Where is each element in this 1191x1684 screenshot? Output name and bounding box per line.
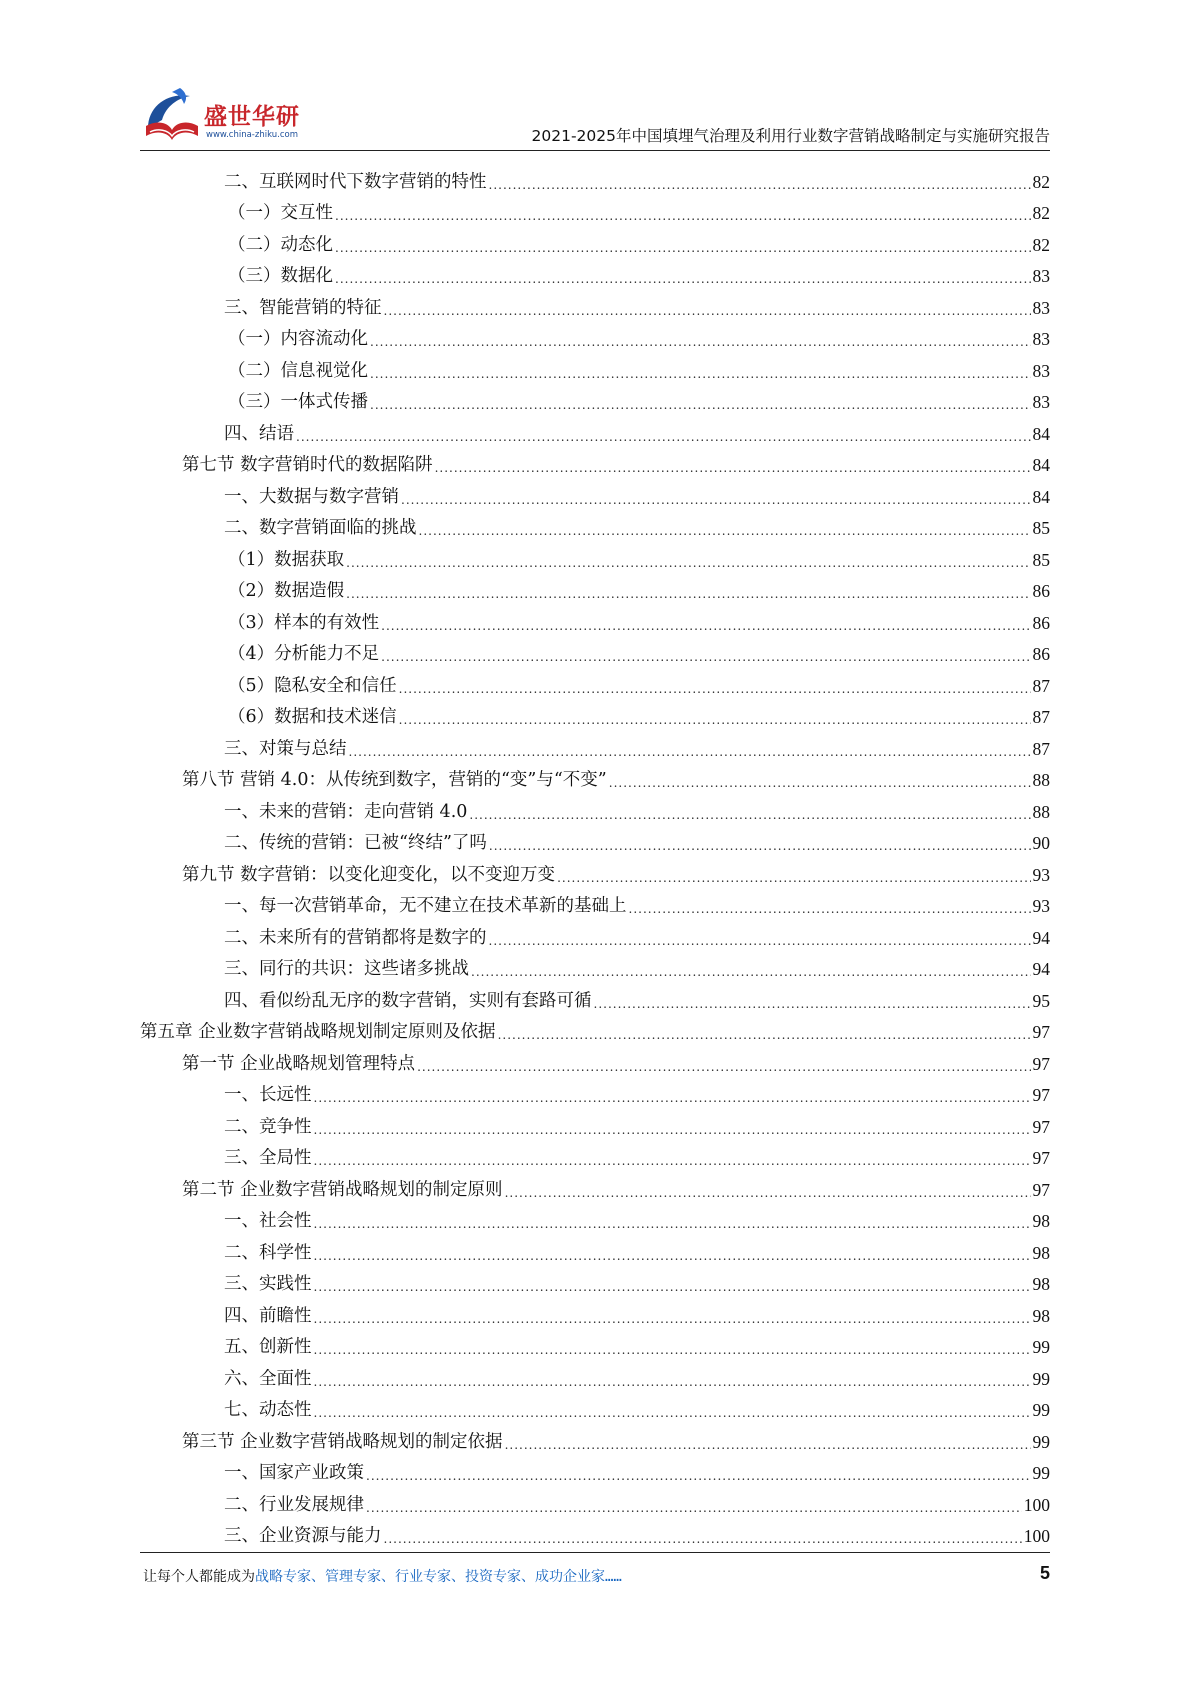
toc-entry-title: 二、数字营销面临的挑战 [224,518,417,538]
toc-entry-page: 98 [1032,1242,1050,1263]
toc-entry-page: 83 [1032,266,1050,286]
toc-entry[interactable] [140,509,1050,541]
toc-entry-title: 第七节 数字营销时代的数据陷阱 [182,455,433,475]
toc-entry-title: 三、实践性 [224,1274,312,1294]
toc-entry-title: 二、互联网时代下数字营销的特性 [224,171,487,192]
toc-entry[interactable] [140,635,1050,667]
toc-dot-leader [629,900,1031,918]
toc-entry[interactable] [140,1328,1050,1360]
toc-entry-page: 88 [1032,770,1050,790]
book-logo-icon [140,84,204,148]
toc-entry[interactable] [140,257,1050,289]
toc-entry[interactable] [140,477,1050,509]
toc-dot-leader [609,774,1031,792]
toc-entry-page: 83 [1032,360,1050,381]
toc-entry-title: 四、看似纷乱无序的数字营销，实则有套路可循 [224,990,592,1011]
page-header [140,80,1050,150]
toc-entry-page: 97 [1032,1022,1050,1042]
toc-entry-page: 97 [1032,1148,1050,1168]
toc-entry-title: （三）一体式传播 [228,392,368,412]
footer-slogan [143,1566,622,1586]
toc-entry-title: （二）信息视觉化 [228,360,368,381]
toc-entry[interactable] [140,1296,1050,1328]
toc-dot-leader [346,585,1030,603]
toc-entry[interactable] [140,1391,1050,1423]
toc-entry[interactable] [140,792,1050,824]
toc-entry-title: 二、科学性 [224,1242,312,1263]
toc-entry[interactable] [140,1139,1050,1171]
toc-entry-title: 二、竞争性 [224,1116,312,1137]
footer-divider [140,1552,1050,1553]
toc-entry-title: （一）内容流动化 [228,329,368,349]
toc-entry-page: 86 [1032,581,1050,601]
toc-entry-title: 一、每一次营销革命，无不建立在技术革新的基础上 [224,896,627,916]
toc-dot-leader [557,869,1030,887]
toc-dot-leader [349,743,1031,761]
toc-entry-page: 97 [1032,1116,1050,1137]
toc-dot-leader [335,207,1031,225]
toc-entry-title: 一、未来的营销：走向营销 4.0 [224,801,468,822]
toc-entry[interactable] [140,572,1050,604]
toc-entry[interactable] [140,981,1050,1013]
toc-dot-leader [366,1499,1022,1517]
toc-entry-title: 一、长远性 [224,1085,312,1105]
toc-entry-page: 94 [1032,959,1050,979]
toc-entry[interactable] [140,1170,1050,1202]
toc-dot-leader [314,1152,1031,1170]
toc-entry-title: 三、对策与总结 [224,738,347,759]
toc-dot-leader [435,459,1031,477]
toc-entry[interactable] [140,1076,1050,1108]
toc-entry[interactable] [140,162,1050,194]
toc-entry-page: 82 [1032,203,1050,223]
toc-entry-title: 四、前瞻性 [224,1305,312,1326]
toc-dot-leader [314,1341,1031,1359]
logo-url: www.china-zhiku.com [206,130,298,140]
toc-entry-page: 97 [1032,1085,1050,1105]
toc-entry[interactable] [140,1233,1050,1265]
toc-entry[interactable] [140,950,1050,982]
toc-dot-leader [381,617,1030,635]
toc-dot-leader [314,1215,1031,1233]
toc-entry[interactable] [140,383,1050,415]
toc-dot-leader [399,680,1031,698]
toc-entry-page: 86 [1032,644,1050,664]
toc-entry[interactable] [140,1359,1050,1391]
toc-entry-title: 一、社会性 [224,1211,312,1231]
toc-entry[interactable] [140,1517,1050,1549]
toc-entry-page: 83 [1032,297,1050,318]
toc-dot-leader [505,1184,1031,1202]
toc-dot-leader [498,1026,1031,1044]
toc-entry-page: 86 [1032,612,1050,633]
toc-entry[interactable] [140,1044,1050,1076]
toc-entry-title: 第二节 企业数字营销战略规划的制定原则 [182,1179,503,1200]
toc-entry[interactable] [140,1265,1050,1297]
toc-entry-title: 第五章 企业数字营销战略规划制定原则及依据 [140,1022,496,1042]
toc-entry[interactable] [140,414,1050,446]
toc-entry-page: 85 [1032,549,1050,570]
toc-dot-leader [489,837,1031,855]
toc-entry-title: 二、传统的营销：已被“终结”了吗 [224,833,487,853]
toc-entry[interactable] [140,729,1050,761]
toc-dot-leader [314,1278,1031,1296]
toc-entry[interactable] [140,887,1050,919]
toc-dot-leader [381,648,1030,666]
toc-entry[interactable] [140,351,1050,383]
toc-entry[interactable] [140,1107,1050,1139]
toc-entry[interactable] [140,698,1050,730]
toc-entry-title: 第九节 数字营销：以变化迎变化，以不变迎万变 [182,864,556,885]
toc-entry-title: 第一节 企业战略规划管理特点 [182,1053,416,1074]
toc-dot-leader [335,239,1031,257]
toc-entry-title: 一、大数据与数字营销 [224,486,399,507]
footer-slogan-highlight: 战略专家、管理专家、行业专家、投资专家、成功企业家…… [255,1569,622,1585]
table-of-contents [140,162,1050,1548]
toc-dot-leader [489,932,1031,950]
toc-entry-page: 99 [1032,1337,1050,1357]
toc-entry[interactable] [140,1422,1050,1454]
logo-name: 盛世华研 [204,104,300,130]
toc-entry-title: 四、结语 [224,423,294,444]
toc-dot-leader [505,1436,1031,1454]
toc-entry-page: 97 [1032,1053,1050,1074]
toc-dot-leader [401,491,1031,509]
toc-entry[interactable] [140,288,1050,320]
toc-entry-page: 82 [1032,234,1050,255]
toc-entry-page: 93 [1032,896,1050,916]
company-logo [140,84,340,150]
toc-entry[interactable] [140,1454,1050,1486]
toc-dot-leader [314,1310,1031,1328]
toc-entry-page: 98 [1032,1211,1050,1231]
toc-entry-page: 93 [1032,864,1050,885]
toc-dot-leader [314,1089,1031,1107]
toc-dot-leader [471,963,1031,981]
toc-entry[interactable] [140,855,1050,887]
page-number: 5 [1039,1563,1050,1583]
toc-entry-title: 三、企业资源与能力 [224,1526,382,1546]
toc-entry-page: 90 [1032,833,1050,853]
toc-entry[interactable] [140,761,1050,793]
toc-entry-page: 99 [1032,1368,1050,1389]
toc-dot-leader [370,333,1031,351]
toc-entry[interactable] [140,1485,1050,1517]
toc-entry[interactable] [140,1202,1050,1234]
footer-slogan-prefix: 让每个人都能成为 [143,1569,255,1585]
toc-dot-leader [489,176,1031,194]
toc-entry-page: 97 [1032,1179,1050,1200]
toc-entry[interactable] [140,824,1050,856]
toc-entry-page: 99 [1032,1431,1050,1452]
toc-entry-page: 94 [1032,927,1050,948]
toc-entry-title: （二）动态化 [228,234,333,255]
toc-entry-page: 84 [1032,455,1050,475]
toc-entry[interactable] [140,446,1050,478]
toc-entry-title: （一）交互性 [228,203,333,223]
toc-dot-leader [314,1404,1031,1422]
toc-dot-leader [419,522,1031,540]
toc-entry-page: 85 [1032,518,1050,538]
toc-entry-page: 100 [1023,1526,1050,1546]
toc-entry-title: 第八节 营销 4.0：从传统到数字，营销的“变”与“不变” [182,770,607,790]
toc-entry-title: （5）隐私安全和信任 [228,675,397,696]
toc-entry-page: 82 [1032,171,1050,192]
toc-entry-title: 三、同行的共识：这些诸多挑战 [224,959,469,979]
toc-entry-page: 88 [1032,801,1050,822]
toc-dot-leader [384,1530,1022,1548]
toc-entry[interactable] [140,540,1050,572]
toc-entry-title: 七、动态性 [224,1400,312,1420]
toc-entry-page: 99 [1032,1400,1050,1420]
toc-entry-page: 83 [1032,329,1050,349]
toc-entry-title: 二、未来所有的营销都将是数字的 [224,927,487,948]
toc-entry[interactable] [140,918,1050,950]
toc-dot-leader [370,365,1031,383]
toc-entry[interactable] [140,194,1050,226]
toc-entry-page: 95 [1032,990,1050,1011]
toc-entry-title: （3）样本的有效性 [228,612,380,633]
toc-entry[interactable] [140,225,1050,257]
toc-dot-leader [296,428,1031,446]
toc-dot-leader [594,995,1031,1013]
toc-entry-title: 三、智能营销的特征 [224,297,382,318]
toc-entry-page: 87 [1032,707,1050,727]
toc-dot-leader [314,1373,1031,1391]
toc-dot-leader [469,806,1030,824]
toc-entry[interactable] [140,666,1050,698]
toc-entry-title: 三、全局性 [224,1148,312,1168]
toc-entry-title: 第三节 企业数字营销战略规划的制定依据 [182,1431,503,1452]
toc-entry-page: 98 [1032,1274,1050,1294]
toc-entry-title: （4）分析能力不足 [228,644,380,664]
toc-dot-leader [314,1247,1031,1265]
toc-dot-leader [399,711,1031,729]
toc-entry-title: 一、国家产业政策 [224,1463,364,1483]
toc-entry-title: （三）数据化 [228,266,333,286]
toc-dot-leader [366,1467,1031,1485]
toc-entry-page: 87 [1032,738,1050,759]
toc-entry-page: 83 [1032,392,1050,412]
toc-entry-page: 84 [1032,486,1050,507]
toc-dot-leader [384,302,1031,320]
toc-entry-title: 六、全面性 [224,1368,312,1389]
toc-entry-page: 84 [1032,423,1050,444]
toc-entry-title: 二、行业发展规律 [224,1494,364,1515]
toc-entry[interactable] [140,1013,1050,1045]
toc-entry-title: 五、创新性 [224,1337,312,1357]
header-divider [140,150,1050,151]
toc-entry-title: （6）数据和技术迷信 [228,707,397,727]
toc-dot-leader [370,396,1031,414]
toc-entry-page: 87 [1032,675,1050,696]
toc-entry-page: 98 [1032,1305,1050,1326]
toc-dot-leader [314,1121,1031,1139]
toc-entry-title: （1）数据获取 [228,549,345,570]
toc-entry[interactable] [140,603,1050,635]
toc-dot-leader [417,1058,1030,1076]
toc-entry[interactable] [140,320,1050,352]
toc-entry-page: 99 [1032,1463,1050,1483]
toc-dot-leader [335,270,1031,288]
toc-entry-page: 100 [1023,1494,1050,1515]
toc-dot-leader [346,554,1030,572]
toc-entry-title: （2）数据造假 [228,581,345,601]
report-title: 2021-2025年中国填埋气治理及利用行业数字营销战略制定与实施研究报告 [531,127,1050,145]
